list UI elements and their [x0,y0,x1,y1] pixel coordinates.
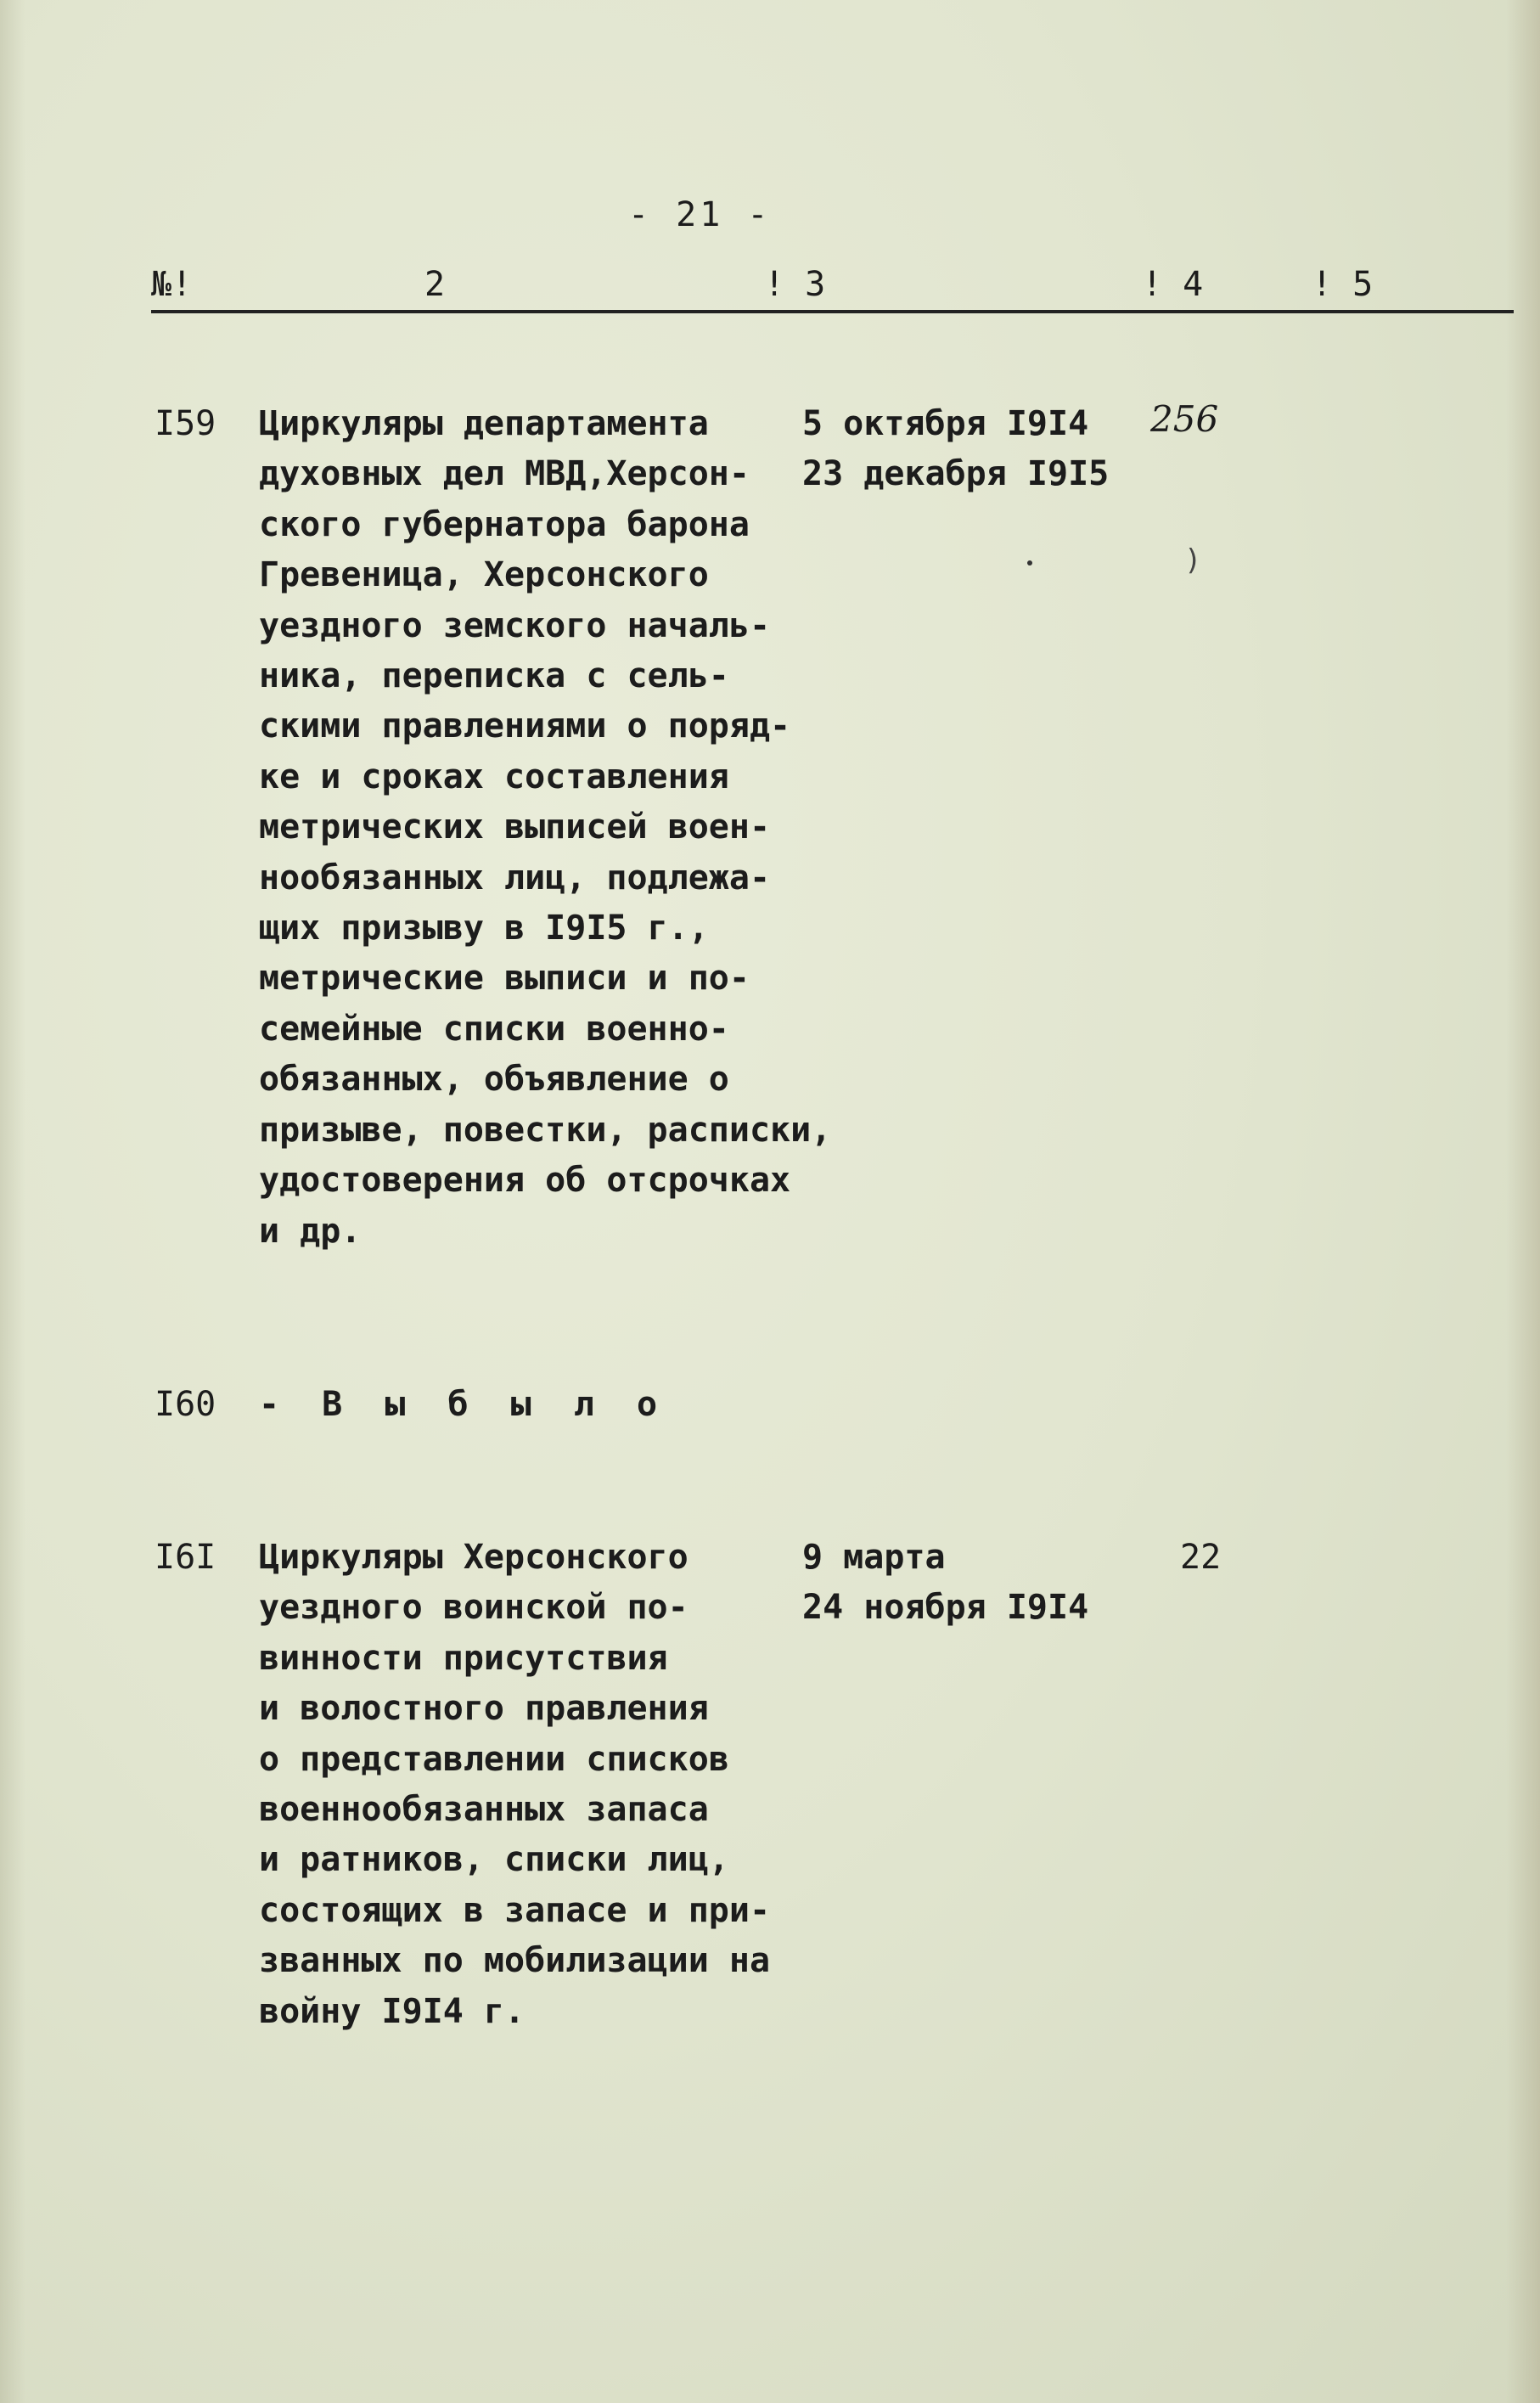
desc-line: щих призыву в I9I5 г., [259,909,709,948]
desc-line: метрических выписей воен- [259,808,771,847]
entry-withdrawn-note: - В ы б ы л о [259,1385,669,1424]
desc-line: состоящих в запасе и при- [259,1890,771,1930]
entry-number: I6I [155,1538,216,1577]
column-header-5: ! 5 [1312,265,1374,304]
entry-description [259,399,831,1257]
desc-line: ника, переписка с сель- [259,656,729,696]
desc-line: Циркуляры Херсонского [259,1538,689,1577]
entry-number: I60 [155,1385,216,1424]
desc-line: винности присутствия [259,1638,668,1678]
page-number: - 21 - [628,195,772,234]
desc-line: нообязанных лиц, подлежа- [259,858,771,898]
entry-description [259,1533,770,2037]
date-start: 9 марта [802,1538,946,1577]
entry-sheet-count-handwritten: 256 [1150,398,1219,440]
desc-line: метрические выписи и по- [259,959,750,999]
ink-dot [1027,560,1032,566]
entry-dates [802,399,1109,500]
date-end: 24 ноября I9I4 [802,1588,1089,1628]
desc-line: о представлении списков [259,1739,729,1779]
pencil-mark: ) [1187,543,1199,577]
desc-line: обязанных, объявление о [259,1060,729,1100]
desc-line: уездного земского началь- [259,605,771,645]
desc-line: уездного воинской по- [259,1588,689,1628]
desc-line: и ратников, списки лиц, [259,1840,729,1880]
entry-sheet-count: 22 [1180,1538,1222,1577]
desc-line: скими правлениями о поряд- [259,706,791,746]
column-header-1: №! [151,265,193,304]
header-rule [151,310,1514,313]
desc-line: ке и сроках составления [259,757,729,796]
paper-right-edge [1506,0,1540,2403]
column-header-2: 2 [424,265,446,304]
desc-line: званных по мобилизации на [259,1941,771,1981]
column-header-row [0,265,1540,316]
desc-line: удостоверения об отсрочках [259,1161,791,1201]
desc-line: и волостного правления [259,1689,709,1729]
desc-line: Гревеница, Херсонского [259,555,709,595]
desc-line: войну I9I4 г. [259,1991,526,2031]
desc-line: Циркуляры департамента [259,404,709,443]
desc-line: духовных дел МВД,Херсон- [259,454,750,494]
date-end: 23 декабря I9I5 [802,454,1110,494]
desc-line: призыве, повестки, расписки, [259,1110,832,1150]
entry-number: I59 [155,404,216,443]
date-start: 5 октября I9I4 [802,404,1089,443]
desc-line: ского губернатора барона [259,504,750,544]
paper-left-edge [0,0,25,2403]
column-header-4: ! 4 [1142,265,1204,304]
desc-line: военнообязанных запаса [259,1790,709,1830]
column-header-3: ! 3 [764,265,826,304]
desc-line: семейные списки военно- [259,1009,729,1049]
entry-dates [802,1533,1088,1634]
desc-line: и др. [259,1211,362,1251]
